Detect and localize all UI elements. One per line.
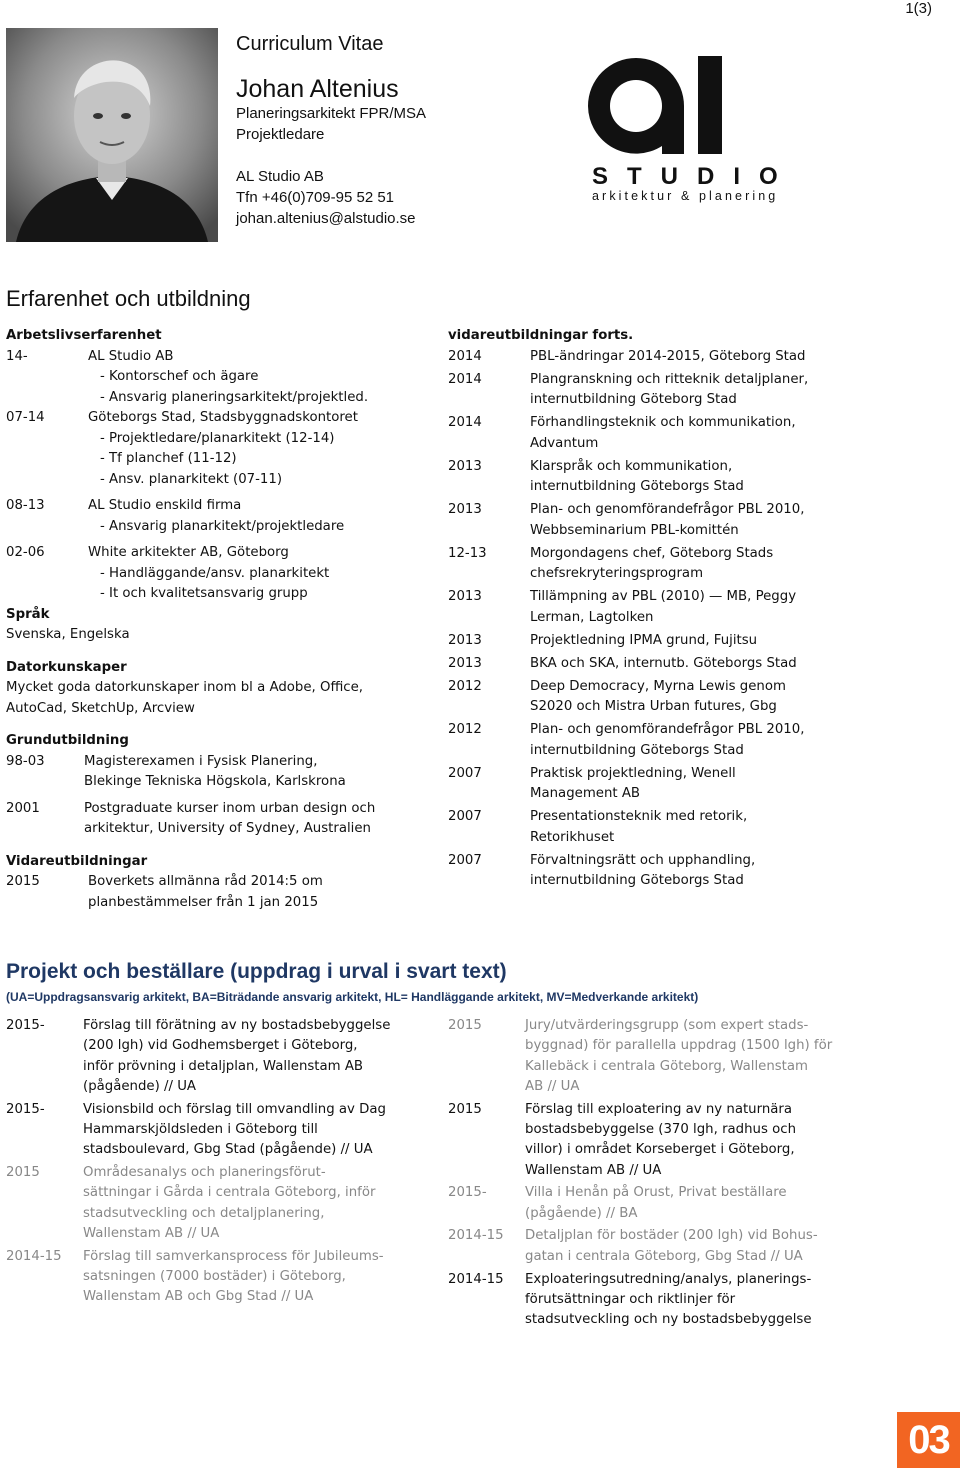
education-years: 2001 — [6, 800, 40, 816]
work-years: 14- — [6, 348, 28, 364]
projects-left-column — [6, 1016, 426, 1310]
further-description — [530, 631, 868, 652]
further-years: 2013 — [448, 655, 482, 671]
further-line: Plan- och genomförandefrågor PBL 2010, — [530, 502, 805, 517]
further-education-entry — [448, 413, 868, 454]
further-line: Tillämpning av PBL (2010) — MB, Peggy — [530, 589, 797, 604]
company-name: AL Studio AB — [236, 168, 324, 185]
education-line-2: arkitektur, University of Sydney, Australien — [84, 821, 371, 836]
project-description: Jury/utvärderingsgrupp (som expert stads- byggnad) för parallella uppdrag (1500 lgh) för Kallebäck i centrala Göteborg, Wallenstam AB // UA — [525, 1018, 833, 1094]
work-role: - Ansvarig planarkitekt/projektledare — [100, 518, 345, 534]
further-line: Deep Democracy, Myrna Lewis genom — [530, 678, 786, 694]
work-entry — [6, 408, 426, 429]
further-description — [530, 720, 868, 761]
further-education-entry — [448, 807, 868, 848]
projects-title: Projekt och beställare (uppdrag i urval i svart text) — [6, 960, 507, 983]
further-years: 2007 — [448, 809, 482, 824]
further-line: Presentationsteknik med retorik, — [530, 809, 748, 824]
work-entry — [6, 496, 426, 517]
portrait-photo — [6, 28, 218, 242]
further-years: 2013 — [448, 589, 482, 604]
further-years: 2014 — [448, 371, 482, 387]
phone-number: Tfn +46(0)709-95 52 51 — [236, 189, 395, 206]
project-years: 2015 — [6, 1165, 40, 1181]
project-years: 2015 — [448, 1101, 482, 1117]
project-entry — [448, 1183, 868, 1224]
further-line-2: Lerman, Lagtolken — [530, 609, 654, 625]
further-description — [530, 654, 868, 675]
further-line: Praktisk projektledning, Wenell — [530, 765, 736, 781]
project-description: Visionsbild och förslag till omvandling av Dag Hammarskjöldsleden i Göteborg till stadsboulevard, Gbg Stad (pågående) // UA — [83, 1101, 386, 1158]
further-line-2: Advantum — [530, 435, 599, 451]
project-description: Exploateringsutredning/analys, planerings- förutsättningar och riktlinjer för stadsutveckling och ny bostadsbebyggelse — [525, 1271, 812, 1328]
work-role: - Projektledare/planarkitekt (12-14) — [100, 430, 335, 446]
project-entry — [6, 1100, 426, 1161]
left-column — [6, 326, 426, 913]
further-years: 2013 — [448, 502, 482, 517]
further-line: Boverkets allmänna råd 2014:5 om — [88, 874, 323, 889]
further-description — [530, 587, 868, 628]
work-role: - Ansv. planarkitekt (07-11) — [100, 471, 283, 487]
further-description — [530, 544, 868, 585]
project-entry — [448, 1270, 868, 1331]
further-line-2: Retorikhuset — [530, 829, 615, 845]
further-years: 2014 — [448, 415, 482, 430]
further-line: Projektledning IPMA grund, Fujitsu — [530, 632, 758, 648]
project-entry — [6, 1247, 426, 1308]
computer-skills-heading: Datorkunskaper — [6, 659, 127, 675]
project-entry — [448, 1100, 868, 1181]
further-years: 2013 — [448, 632, 482, 648]
further-description — [530, 413, 868, 454]
work-years: 02-06 — [6, 545, 45, 560]
education-entry — [6, 752, 426, 773]
further-description — [530, 677, 868, 718]
further-education-entry — [6, 872, 426, 893]
further-line-2: planbestämmelser från 1 jan 2015 — [88, 894, 319, 910]
project-entry — [448, 1226, 868, 1267]
further-line: Förvaltningsrätt och upphandling, — [530, 852, 756, 868]
further-years: 2007 — [448, 852, 482, 868]
page-number: 1(3) — [905, 0, 932, 17]
education-years: 98-03 — [6, 753, 45, 769]
work-role: - Kontorschef och ägare — [100, 369, 259, 384]
project-years: 2014-15 — [448, 1271, 504, 1287]
further-line: Förhandlingsteknik och kommunikation, — [530, 415, 796, 430]
computer-skills-text-2: AutoCad, SketchUp, Arcview — [6, 700, 195, 716]
project-years: 2015- — [448, 1185, 487, 1201]
further-education-entry — [448, 370, 868, 411]
work-org: Göteborgs Stad, Stadsbyggnadskontoret — [88, 410, 358, 425]
further-education-entry — [448, 587, 868, 628]
further-line-2: S2020 och Mistra Urban futures, Gbg — [530, 699, 777, 714]
al-studio-logo — [580, 50, 790, 210]
further-years: 2014 — [448, 348, 482, 364]
work-role: - Tf planchef (11-12) — [100, 451, 237, 466]
person-name: Johan Altenius — [236, 75, 399, 103]
further-description — [530, 370, 868, 411]
project-description: Förslag till samverkansprocess för Jubileums- satsningen (7000 bostäder) i Göteborg, Wallenstam AB och Gbg Stad // UA — [83, 1248, 384, 1305]
further-line-2: internutbildning Göteborg Stad — [530, 392, 737, 407]
logo-tagline: arkitektur & planering — [592, 189, 779, 203]
further-continued-heading: vidareutbildningar forts. — [448, 328, 634, 343]
further-education-entry — [448, 720, 868, 761]
further-description — [530, 500, 868, 541]
further-description — [530, 807, 868, 848]
further-years: 2012 — [448, 722, 482, 737]
further-line: Plan- och genomförandefrågor PBL 2010, — [530, 722, 805, 737]
email-address: johan.altenius@alstudio.se — [236, 210, 416, 227]
project-description: Förslag till förätning av ny bostadsbebyggelse (200 lgh) vid Godhemsberget i Göteborg, inför prövning i detaljplan, Wallenstam AB (pågående) // UA — [83, 1018, 391, 1094]
work-heading: Arbetslivserfarenhet — [6, 328, 162, 343]
further-years: 12-13 — [448, 545, 487, 561]
further-line: PBL-ändringar 2014-2015, Göteborg Stad — [530, 348, 806, 364]
further-years: 2013 — [448, 458, 482, 474]
further-line-2: Webbseminarium PBL-komittén — [530, 522, 739, 538]
project-description: Förslag till exploatering av ny naturnära bostadsbebyggelse (370 lgh, radhus och villor) i området Korseberget i Göteborg, Wallenstam AB // UA — [525, 1101, 797, 1178]
project-entry — [6, 1016, 426, 1097]
page-badge: 03 — [897, 1412, 960, 1468]
right-column — [448, 326, 868, 894]
further-years: 2007 — [448, 765, 482, 781]
further-line-2: chefsrekryteringsprogram — [530, 566, 704, 581]
logo-wordmark: STUDIO — [592, 163, 790, 190]
further-education-entry — [448, 851, 868, 892]
further-description — [530, 851, 868, 892]
work-role: - It och kvalitetsansvarig grupp — [100, 586, 308, 601]
role-title-2: Projektledare — [236, 126, 325, 143]
work-years: 08-13 — [6, 498, 45, 513]
further-education-entry — [448, 500, 868, 541]
further-line-2: Management AB — [530, 786, 641, 801]
further-line: Klarspråk och kommunikation, — [530, 458, 733, 474]
projects-legend: (UA=Uppdragsansvarig arkitekt, BA=Biträdande ansvarig arkitekt, HL= Handläggande arkitekt, MV=Medverkande arkitekt) — [6, 990, 699, 1004]
work-org: AL Studio enskild firma — [88, 498, 242, 513]
projects-right-column — [448, 1016, 868, 1333]
further-description — [530, 347, 868, 368]
further-education-entry — [448, 544, 868, 585]
role-title: Planeringsarkitekt FPR/MSA — [236, 105, 427, 122]
further-line-2: internutbildning Göteborgs Stad — [530, 479, 744, 494]
project-description: Detaljplan för bostäder (200 lgh) vid Bohus- gatan i centrala Göteborg, Gbg Stad // UA — [525, 1228, 818, 1264]
project-entry — [448, 1016, 868, 1097]
project-years: 2015 — [448, 1018, 482, 1033]
further-line-2: internutbildning Göteborgs Stad — [530, 742, 744, 758]
project-years: 2015- — [6, 1101, 45, 1117]
cv-title: Curriculum Vitae — [236, 33, 384, 55]
education-line: Magisterexamen i Fysisk Planering, — [84, 753, 318, 769]
further-years: 2012 — [448, 678, 482, 694]
education-line-2: Blekinge Tekniska Högskola, Karlskrona — [84, 774, 346, 789]
work-entry — [6, 543, 426, 564]
work-entry — [6, 347, 426, 368]
further-line: Morgondagens chef, Göteborg Stads — [530, 545, 774, 561]
work-org: White arkitekter AB, Göteborg — [88, 545, 289, 560]
education-line: Postgraduate kurser inom urban design och — [84, 800, 376, 816]
further-education-entry — [448, 347, 868, 368]
project-years: 2014-15 — [448, 1228, 504, 1244]
further-years: 2015 — [6, 874, 40, 889]
project-description: Villa i Henån på Orust, Privat beställare (pågående) // BA — [525, 1185, 787, 1221]
further-description — [530, 764, 868, 805]
education-heading: Grundutbildning — [6, 733, 129, 748]
section-title: Erfarenhet och utbildning — [6, 286, 251, 311]
language-heading: Språk — [6, 606, 50, 622]
further-education-heading: Vidareutbildningar — [6, 853, 148, 869]
further-education-entry — [448, 764, 868, 805]
further-education-entry — [448, 677, 868, 718]
project-years: 2015- — [6, 1018, 45, 1033]
project-entry — [6, 1163, 426, 1244]
education-entry — [6, 799, 426, 820]
further-line-2: internutbildning Göteborgs Stad — [530, 873, 744, 888]
header-contact-block — [236, 33, 426, 229]
work-org: AL Studio AB — [88, 348, 174, 364]
work-role: - Ansvarig planeringsarkitekt/projektled. — [100, 389, 369, 405]
work-role: - Handläggande/ansv. planarkitekt — [100, 565, 330, 581]
computer-skills-text: Mycket goda datorkunskaper inom bl a Adobe, Office, — [6, 680, 364, 695]
further-line: Plangranskning och ritteknik detaljplaner, — [530, 371, 809, 387]
further-education-entry — [448, 654, 868, 675]
language-text: Svenska, Engelska — [6, 627, 130, 642]
further-line: BKA och SKA, internutb. Göteborgs Stad — [530, 655, 797, 671]
work-years: 07-14 — [6, 410, 45, 425]
project-years: 2014-15 — [6, 1248, 62, 1264]
further-education-entry — [448, 457, 868, 498]
project-description: Områdesanalys och planeringsförut- sättningar i Gårda i centrala Göteborg, inför stadsutveckling och detaljplanering, Wallenstam AB // UA — [83, 1165, 376, 1241]
further-description — [530, 457, 868, 498]
further-education-entry — [448, 631, 868, 652]
